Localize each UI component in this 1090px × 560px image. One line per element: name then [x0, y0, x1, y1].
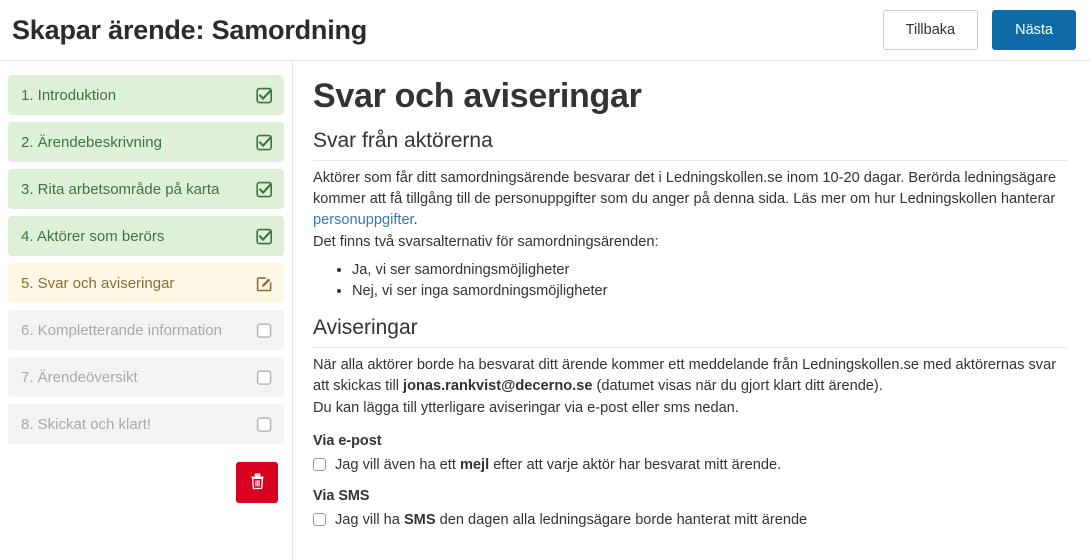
checked-checkbox-icon: [256, 228, 273, 245]
sidebar-step-3[interactable]: [8, 169, 284, 209]
answer-options-list: [313, 260, 1068, 302]
notifications-text-part1: När alla aktörer borde ha besvarat ditt ärende kommer ett meddelande från Ledningskollen.se med aktörernas svar att skickas till: [313, 357, 1057, 394]
email-label-bold-word: mejl: [459, 457, 490, 473]
sidebar-step-label: 5. Svar och aviseringar: [21, 274, 175, 292]
sms-label-bold-word: SMS: [403, 512, 436, 528]
personuppgifter-link[interactable]: personuppgifter: [313, 212, 414, 228]
email-notification-label: [335, 456, 1068, 474]
notifications-section-title: Aviseringar: [313, 316, 1068, 348]
answers-intro-paragraph: [313, 168, 1068, 231]
header-actions: [883, 10, 1076, 51]
sidebar-step-label: 4. Aktörer som berörs: [21, 227, 165, 245]
answers-paragraph-before-link: Aktörer som får ditt samordningsärende besvarar det i Ledningskollen.se inom 10-20 dagar. Berörda ledningsägare kommer att få tillgång till de personuppgifter som du anger på denna sida. Läs mer om hur Ledningskollen hanterar: [313, 170, 1057, 207]
delete-case-button[interactable]: [236, 462, 278, 503]
sidebar-step-7: [8, 357, 284, 397]
sidebar-step-label: 3. Rita arbetsområde på karta: [21, 180, 220, 198]
email-label-after-bold: efter att varje aktör har besvarat mitt ärende.: [489, 457, 782, 473]
next-button[interactable]: Nästa: [992, 10, 1076, 51]
answers-paragraph-after-link: .: [413, 212, 418, 228]
trash-icon: [250, 473, 265, 493]
sms-notification-group: [313, 488, 1068, 529]
empty-checkbox-icon: [256, 369, 273, 386]
sidebar-step-1[interactable]: [8, 75, 284, 115]
content-title: Svar och aviseringar: [313, 77, 642, 115]
delete-row: [8, 451, 284, 503]
notifications-paragraph-line2: Du kan lägga till ytterligare aviseringar via e-post eller sms nedan.: [313, 400, 739, 416]
app-body: [0, 61, 1090, 560]
wizard-sidebar: [0, 61, 293, 560]
notification-email-address: jonas.rankvist@decerno.se: [403, 378, 593, 394]
sidebar-step-label: 7. Ärendeöversikt: [21, 368, 138, 386]
main-content: [293, 61, 1090, 560]
sms-notification-checkbox[interactable]: [313, 513, 326, 526]
page-title: Skapar ärende: Samordning: [12, 14, 368, 45]
empty-checkbox-icon: [256, 416, 273, 433]
sidebar-step-label: 8. Skickat och klart!: [21, 415, 152, 433]
sidebar-step-8: [8, 404, 284, 444]
wizard-step-list: [8, 75, 284, 444]
answer-option-item: • Ja, vi ser samordningsmöjligheter: [352, 260, 1068, 281]
answers-section-title: Svar från aktörerna: [313, 129, 1068, 161]
email-label-before-bold: Jag vill även ha ett: [335, 457, 460, 473]
sms-notification-row[interactable]: [313, 511, 1068, 529]
sidebar-step-6: [8, 310, 284, 350]
checked-checkbox-icon: [256, 181, 273, 198]
edit-pencil-icon: [256, 275, 273, 292]
checked-checkbox-icon: [256, 134, 273, 151]
email-notification-checkbox[interactable]: [313, 458, 326, 471]
sidebar-step-label: 1. Introduktion: [21, 86, 117, 104]
sms-group-label: Via SMS: [313, 488, 370, 504]
sms-notification-label: [335, 511, 1068, 529]
sidebar-step-label: 6. Kompletterande information: [21, 321, 222, 339]
sidebar-step-2[interactable]: [8, 122, 284, 162]
email-notification-row[interactable]: [313, 456, 1068, 474]
sidebar-step-4[interactable]: [8, 216, 284, 256]
sidebar-step-label: 2. Ärendebeskrivning: [21, 133, 162, 151]
sidebar-step-5[interactable]: [8, 263, 284, 303]
answer-options-intro: Det finns två svarsalternativ för samordningsärenden:: [313, 234, 659, 250]
notifications-paragraph: [313, 355, 1068, 397]
sms-label-after-bold: den dagen alla ledningsägare borde hanterat mitt ärende: [435, 512, 808, 528]
sms-label-before-bold: Jag vill ha: [335, 512, 404, 528]
empty-checkbox-icon: [256, 322, 273, 339]
checked-checkbox-icon: [256, 87, 273, 104]
email-group-label: Via e-post: [313, 433, 382, 449]
email-notification-group: [313, 433, 1068, 474]
notifications-text-part2: (datumet visas när du gjort klart ditt ärende).: [592, 378, 883, 394]
back-button[interactable]: Tillbaka: [883, 10, 978, 51]
answer-option-item: • Nej, vi ser inga samordningsmöjligheter: [352, 281, 1068, 302]
app-header: [0, 0, 1090, 61]
